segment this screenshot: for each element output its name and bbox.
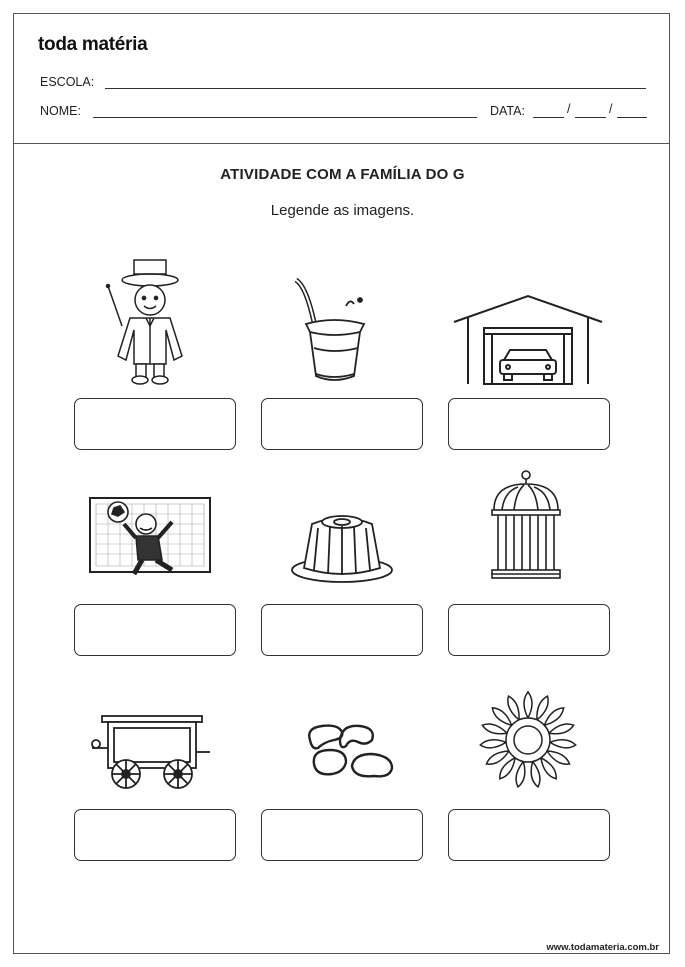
name-field[interactable]	[93, 117, 477, 118]
date-label: DATA:	[490, 104, 525, 118]
garage-icon	[452, 294, 604, 386]
answer-box-6[interactable]	[448, 604, 610, 656]
answer-box-2[interactable]	[261, 398, 423, 450]
yogurt-icon	[288, 278, 380, 386]
answer-box-8[interactable]	[261, 809, 423, 861]
website-url: www.todamateria.com.br	[546, 942, 659, 953]
activity-instruction: Legende as imagens.	[270, 202, 415, 219]
date-day-field[interactable]	[533, 117, 564, 118]
sunflower-icon	[478, 690, 578, 790]
date-separator: /	[609, 102, 613, 116]
date-month-field[interactable]	[575, 117, 606, 118]
answer-box-9[interactable]	[448, 809, 610, 861]
wagon-icon	[88, 712, 214, 792]
answer-box-5[interactable]	[261, 604, 423, 656]
goalkeeper-icon	[88, 494, 214, 586]
date-year-field[interactable]	[617, 117, 647, 118]
activity-title: ATIVIDADE COM A FAMÍLIA DO G	[220, 166, 465, 183]
answer-box-7[interactable]	[74, 809, 236, 861]
date-separator: /	[567, 102, 571, 116]
brand-logo: toda matéria	[38, 34, 148, 55]
answer-box-3[interactable]	[448, 398, 610, 450]
name-label: NOME:	[40, 104, 81, 118]
worksheet-header	[14, 14, 669, 144]
answer-box-1[interactable]	[74, 398, 236, 450]
school-field[interactable]	[105, 88, 646, 89]
answer-box-4[interactable]	[74, 604, 236, 656]
school-label: ESCOLA:	[40, 75, 95, 89]
gelatin-icon	[290, 512, 394, 584]
birdcage-icon	[488, 470, 564, 584]
magician-icon	[100, 256, 192, 386]
beans-icon	[302, 718, 396, 782]
